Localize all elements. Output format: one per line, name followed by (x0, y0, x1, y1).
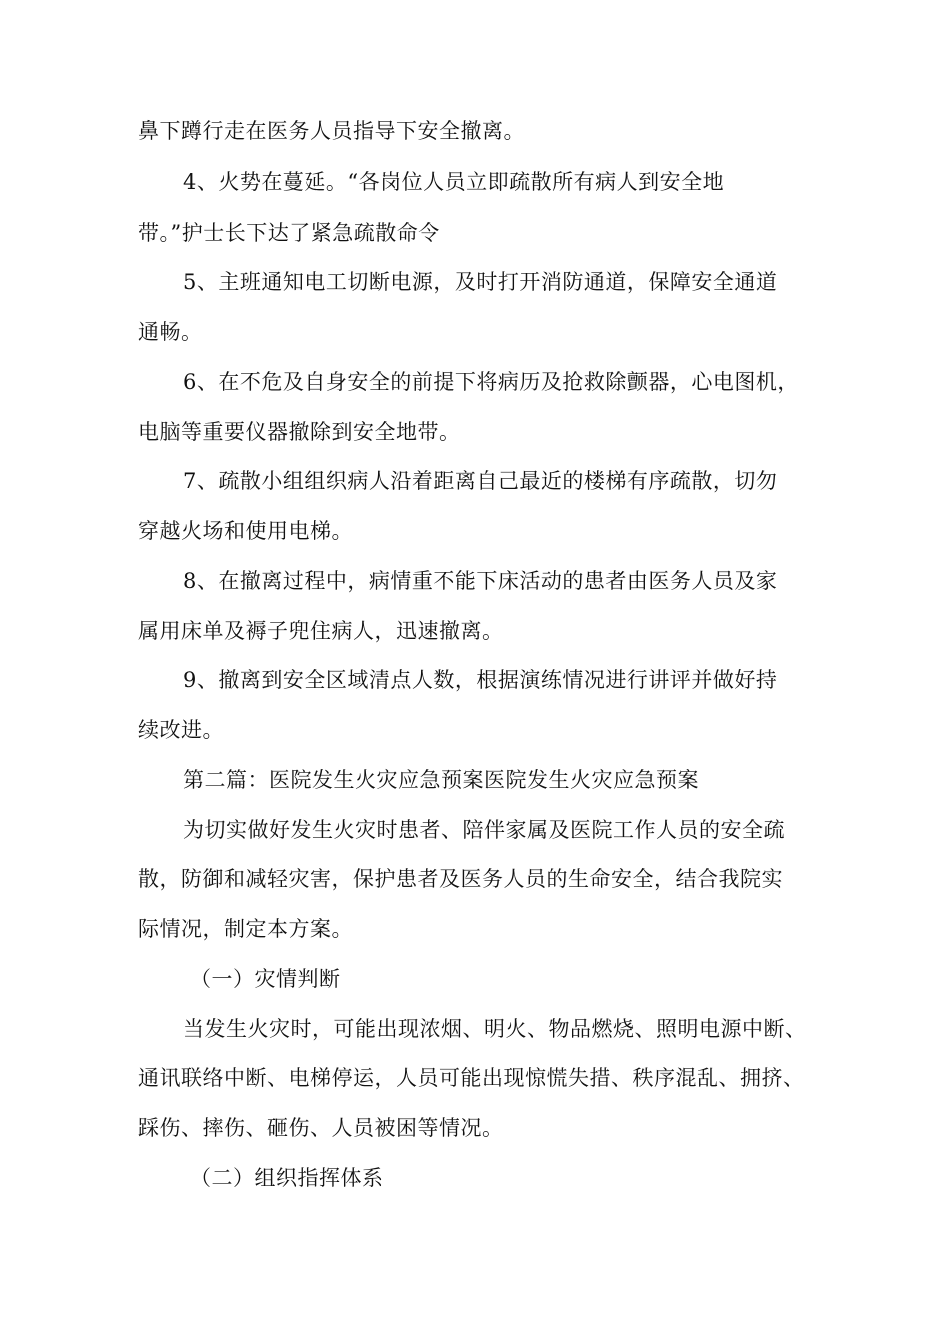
subsection-heading: （一）灾情判断 (190, 967, 341, 991)
text-line: 通讯联络中断、电梯停运，人员可能出现惊慌失措、秩序混乱、拥挤、 (138, 1066, 805, 1090)
text-line: 通畅。 (138, 320, 203, 344)
text-line: 7、疏散小组组织病人沿着距离自己最近的楼梯有序疏散，切勿 (183, 469, 778, 493)
section-title: 第二篇：医院发生火灾应急预案医院发生火灾应急预案 (183, 768, 699, 792)
text-line: 鼻下蹲行走在医务人员指导下安全撤离。 (138, 119, 525, 143)
text-line: 散，防御和减轻灾害，保护患者及医务人员的生命安全，结合我院实 (138, 867, 783, 891)
text-line: 8、在撤离过程中，病情重不能下床活动的患者由医务人员及家 (183, 569, 778, 593)
text-line: 4、火势在蔓延。“各岗位人员立即疏散所有病人到安全地 (183, 170, 725, 194)
text-line: 为切实做好发生火灾时患者、陪伴家属及医院工作人员的安全疏 (183, 818, 785, 842)
text-line: 际情况，制定本方案。 (138, 917, 353, 941)
text-line: 踩伤、摔伤、砸伤、人员被困等情况。 (138, 1116, 504, 1140)
text-line: 6、在不危及自身安全的前提下将病历及抢救除颤器，心电图机， (183, 370, 799, 394)
text-line: 续改进。 (138, 718, 224, 742)
text-line: 当发生火灾时，可能出现浓烟、明火、物品燃烧、照明电源中断、 (183, 1017, 807, 1041)
text-line: 穿越火场和使用电梯。 (138, 519, 353, 543)
text-line: 9、撤离到安全区域清点人数，根据演练情况进行讲评并做好持 (183, 668, 778, 692)
text-line: 电脑等重要仪器撤除到安全地带。 (138, 420, 461, 444)
text-line: 5、主班通知电工切断电源，及时打开消防通道，保障安全通道 (183, 270, 778, 294)
subsection-heading: （二）组织指挥体系 (190, 1166, 384, 1190)
text-line: 带。”护士长下达了紧急疏散命令 (138, 221, 440, 245)
text-line: 属用床单及褥子兜住病人，迅速撤离。 (138, 619, 504, 643)
